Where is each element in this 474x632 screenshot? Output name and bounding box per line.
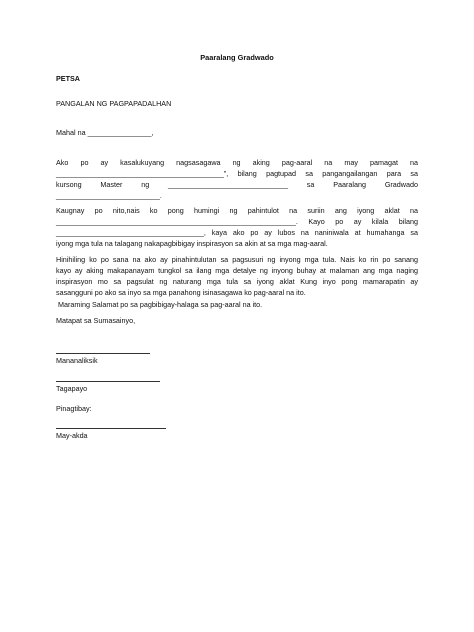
date-label: PETSA	[56, 74, 80, 83]
paragraph-3-line: Hinihiling ko po sana na ako ay pinahintulutan sa pagsusuri ng inyong mga tula. Nais ko rin po sanang	[56, 255, 418, 264]
paragraph-1-line: __________________________.	[56, 191, 162, 200]
salutation: Mahal na ________________,	[56, 128, 154, 137]
paragraph-3-line: sasangguni po ako sa inyo sa mga panahong isinasagawa ko pag-aaral na ito.	[56, 288, 306, 297]
thanks-line: Maraming Salamat po sa pagbibigay-halaga sa pag-aaral na ito.	[56, 300, 263, 309]
complimentary-close: Matapat sa Sumasainyo,	[56, 316, 136, 325]
paragraph-1-line: Ako po ay kasalukuyang nagsasagawa ng aking pag-aaral na may pamagat na	[56, 158, 418, 167]
adviser-label: Tagapayo	[56, 384, 88, 393]
school-title: Paaralang Gradwado	[200, 53, 274, 62]
paragraph-1-line: __________________________________________”, bilang pagtupad sa pangangailangan para sa	[56, 169, 418, 178]
paragraph-3-line: inspirasyon mo sa pagsulat ng naturang mga tula sa iyong aklat Kung inyo pong mamarapatin ay	[56, 277, 418, 286]
author-label: May-akda	[56, 431, 88, 440]
paragraph-2-line: ____________________________________________________________. Kayo po ay kilala bilang	[56, 217, 418, 226]
paragraph-2-line: iyong mga tula na talagang nakapagbibigay inspirasyon sa akin at sa mga mag-aaral.	[56, 239, 328, 248]
adviser-signature-line	[56, 381, 160, 382]
author-signature-line	[56, 428, 166, 429]
approved-label: Pinagtibay:	[56, 404, 92, 413]
paragraph-2-line: _____________________________________, kaya ako po ay lubos na naniniwala at humahanga sa	[56, 228, 418, 237]
recipient-name: PANGALAN NG PAGPAPADALHAN	[56, 99, 172, 108]
researcher-label: Mananaliksik	[56, 356, 98, 365]
paragraph-1-line: kursong Master ng ______________________________ sa Paaralang Gradwado	[56, 180, 418, 189]
paragraph-2-line: Kaugnay po nito,nais ko pong humingi ng pahintulot na suriin ang iyong aklat na	[56, 206, 418, 215]
researcher-signature-line	[56, 353, 150, 354]
paragraph-3-line: kayo ay aking makapanayam tungkol sa ilang mga detalye ng inyong buhay at malaman ang mga naging	[56, 266, 418, 275]
